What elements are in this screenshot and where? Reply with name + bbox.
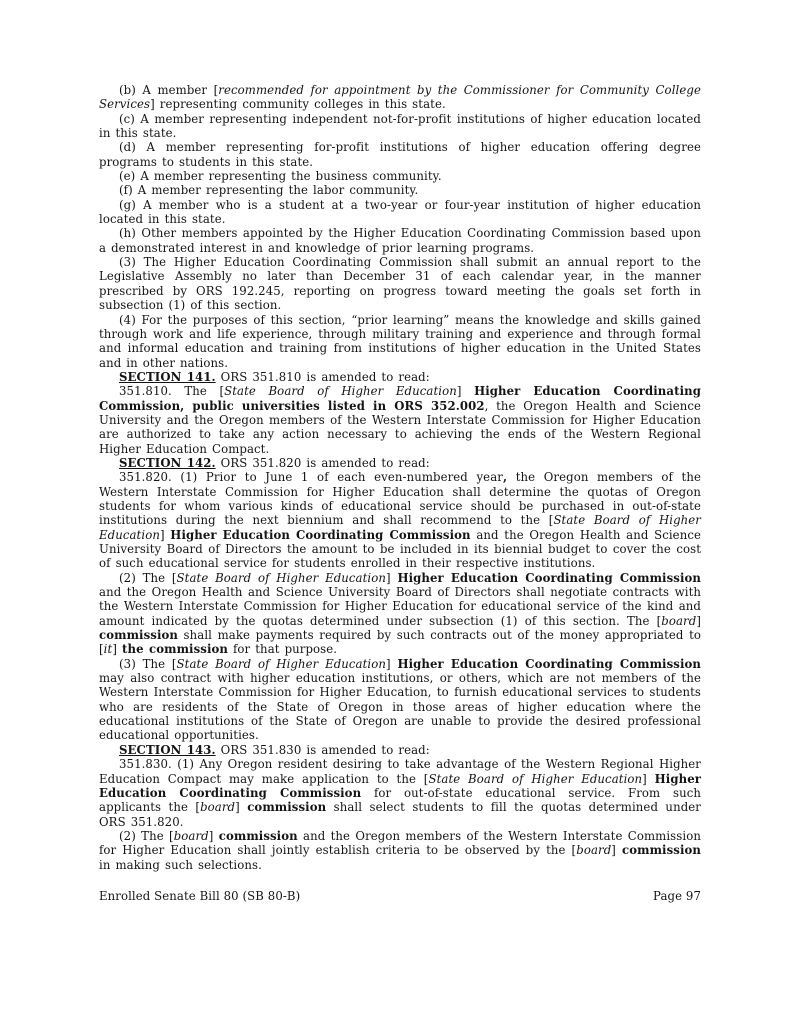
- text-run: the commission: [122, 642, 228, 657]
- document-body: [99, 83, 701, 872]
- text-run: (b) A member [: [119, 83, 219, 97]
- text-run: shall make payments required by such contracts out of the money appropriated to [: [99, 628, 701, 657]
- paragraph: [99, 743, 701, 757]
- text-run: ]: [112, 642, 122, 657]
- text-run: State Board of Higher Education: [224, 384, 457, 399]
- text-run: (2) The [: [119, 828, 174, 843]
- text-run: (c) A member representing independent not-for-profit institutions of higher education located in this state.: [99, 111, 701, 141]
- text-run: commission: [218, 828, 298, 843]
- text-run: commission: [99, 628, 178, 643]
- text-run: ]: [386, 570, 398, 585]
- paragraph: [99, 183, 701, 197]
- text-run: SECTION 142.: [119, 455, 216, 470]
- text-run: ]: [642, 771, 655, 786]
- text-run: the Oregon members of the Western Interstate Commission for Higher Education shall determine the quotas of Oregon students for whom various kinds of educational service should be purchased in out-of-state institutions during the next biennium and shall recommend to the [: [99, 470, 701, 528]
- paragraph: [99, 657, 701, 743]
- footer-bill-title: Enrolled Senate Bill 80 (SB 80-B): [99, 889, 301, 903]
- text-run: ]: [611, 843, 623, 858]
- text-run: (g) A member who is a student at a two-year or four-year institution of higher education located in this state.: [99, 197, 701, 227]
- text-run: and the Oregon Health and Science University Board of Directors the amount to be included in its biennial budget to cover the cost of such educational service for students enrolled in their respective institutions.: [99, 527, 701, 571]
- text-run: (3) The [: [119, 656, 177, 671]
- text-run: board: [173, 828, 209, 843]
- text-run: for that purpose.: [227, 642, 338, 657]
- text-run: ] representing community colleges in this state.: [150, 97, 446, 112]
- text-run: State Board of Higher Education: [176, 570, 387, 585]
- text-run: board: [200, 800, 236, 815]
- text-run: State Board of Higher Education: [176, 656, 387, 671]
- text-run: ]: [208, 828, 219, 843]
- text-run: (d) A member representing for-profit institutions of higher education offering degree programs to students in this state.: [99, 140, 701, 169]
- paragraph: [99, 83, 701, 112]
- text-run: Higher Education Coordinating Commission, public universities listed in ORS 352.002: [99, 384, 701, 413]
- text-run: board: [661, 613, 697, 628]
- text-run: for out-of-state educational service. From such applicants the [: [99, 785, 701, 815]
- text-run: board: [576, 843, 612, 858]
- text-run: 351.820. (1) Prior to June 1 of each even-numbered year: [119, 470, 503, 485]
- paragraph: [99, 112, 701, 141]
- text-run: 351.830. (1) Any Oregon resident desiring to take advantage of the Western Regional Higher Education Compact may make application to the [: [99, 757, 701, 786]
- text-run: (h) Other members appointed by the Higher Education Coordinating Commission based upon a demonstrated interest in and knowledge of prior learning programs.: [99, 226, 701, 255]
- paragraph: [99, 169, 701, 183]
- text-run: , the Oregon Health and Science University and the Oregon members of the Western Interstate Commission for Higher Education are authorized to take any action necessary to achieving the ends of the Western Regional Higher Education Compact.: [99, 398, 702, 456]
- text-run: (2) The [: [119, 570, 177, 585]
- paragraph: [99, 829, 701, 872]
- text-run: and the Oregon members of the Western Interstate Commission for Higher Education shall jointly establish criteria to be observed by the [: [99, 828, 701, 858]
- text-run: ]: [386, 656, 398, 671]
- paragraph: [99, 226, 701, 255]
- paragraph: [99, 470, 701, 570]
- paragraph: [99, 255, 701, 312]
- text-run: SECTION 141.: [119, 369, 216, 384]
- text-run: shall select students to fill the quotas determined under ORS 351.820.: [99, 800, 701, 829]
- text-run: ]: [235, 800, 248, 815]
- text-run: in making such selections.: [99, 857, 262, 872]
- text-run: ,: [502, 470, 508, 485]
- text-run: State Board of Higher Education: [428, 771, 643, 786]
- paragraph: [99, 384, 701, 456]
- text-run: (3) The Higher Education Coordinating Commission shall submit an annual report to the Legislative Assembly no later than December 31 of each calendar year, in the manner prescribed by ORS 192.245, reporting on progress toward meeting the goals set forth in subsection (1) of this section.: [99, 255, 701, 313]
- text-run: State Board of Higher Education: [99, 513, 701, 542]
- paragraph: [99, 757, 701, 829]
- text-run: ORS 351.820 is amended to read:: [215, 455, 430, 470]
- paragraph: [99, 571, 701, 657]
- text-run: may also contract with higher education institutions, or others, which are not members of the Western Interstate Commission for Higher Education, to furnish educational services to students who are residents of the State of Oregon in those areas of higher education where the educational institutions of the State of Oregon are unable to provide the desired professional educational opportunities.: [99, 671, 701, 743]
- text-run: ORS 351.830 is amended to read:: [215, 742, 430, 757]
- paragraph: [99, 140, 701, 169]
- text-run: ]: [159, 527, 171, 542]
- text-run: (4) For the purposes of this section, “prior learning” means the knowledge and skills gained through work and life experience, through military training and experience and through formal and informal education and training from institutions of higher education in the United States and in other nations.: [99, 312, 701, 370]
- text-run: ]: [456, 384, 475, 399]
- text-run: it: [103, 642, 113, 657]
- text-run: Higher Education Coordinating Commission: [397, 656, 701, 671]
- text-run: ORS 351.810 is amended to read:: [215, 369, 430, 384]
- footer-page-number: Page 97: [653, 889, 701, 903]
- text-run: Higher Education Coordinating Commission: [397, 570, 701, 585]
- text-run: commission: [622, 843, 701, 858]
- text-run: SECTION 143.: [119, 742, 216, 757]
- text-run: (e) A member representing the business community.: [119, 169, 442, 184]
- text-run: ]: [696, 613, 701, 628]
- paragraph: [99, 370, 701, 384]
- text-run: and the Oregon Health and Science University Board of Directors shall negotiate contracts with the Western Interstate Commission for Higher Education for educational service of the kind and amount indicated by the quotas determined under subsection (1) of this section. The [: [99, 585, 701, 628]
- page-footer: [99, 889, 701, 903]
- text-run: commission: [247, 800, 327, 815]
- text-run: Higher Education Coordinating Commission: [99, 771, 701, 800]
- text-run: recommended for appointment by the Commissioner for Community College Services: [99, 83, 701, 112]
- text-run: 351.810. The [: [119, 384, 225, 399]
- text-run: Higher Education Coordinating Commission: [170, 527, 471, 542]
- paragraph: [99, 198, 701, 227]
- paragraph: [99, 456, 701, 470]
- paragraph: [99, 313, 701, 370]
- text-run: (f) A member representing the labor community.: [119, 183, 419, 198]
